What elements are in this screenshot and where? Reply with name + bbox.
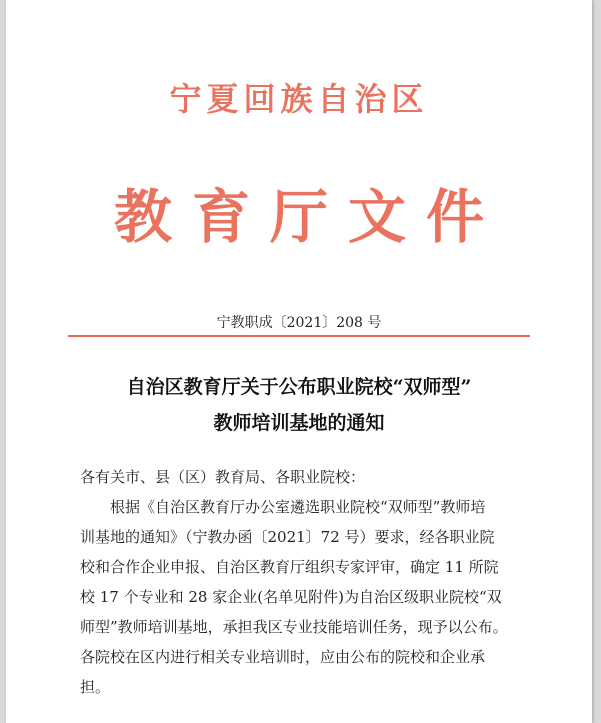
issuer-region: 宁夏回族自治区 [169,80,429,118]
body-line: 训基地的通知》（宁教办函〔2021〕72 号）要求，经各职业院 [80,528,495,546]
salutation: 各有关市、县（区）教育局、各职业院校： [80,468,366,486]
document-page [6,0,592,723]
notice-title-line1: 自治区教育厅关于公布职业院校“双师型” [126,376,472,398]
red-divider-line [68,335,530,337]
document-number: 宁教职成〔2021〕208 号 [216,315,382,331]
body-line: 师型”教师培训基地，承担我区专业技能培训任务，现予以公布。 [80,618,508,636]
notice-body [80,462,532,702]
issuer-document-heading: 教育厅文件 [113,183,504,251]
body-line: 校 17 个专业和 28 家企业(名单见附件)为自治区级职业院校“双 [80,588,502,606]
notice-title-line2: 教师培训基地的通知 [213,412,385,434]
body-line: 根据《自治区教育厅办公室遴选职业院校“双师型”教师培 [110,498,486,516]
body-line: 各院校在区内进行相关专业培训时，应由公布的院校和企业承 [80,648,486,666]
body-line: 担。 [80,678,111,696]
body-line: 校和合作企业申报、自治区教育厅组织专家评审，确定 11 所院 [80,558,499,576]
